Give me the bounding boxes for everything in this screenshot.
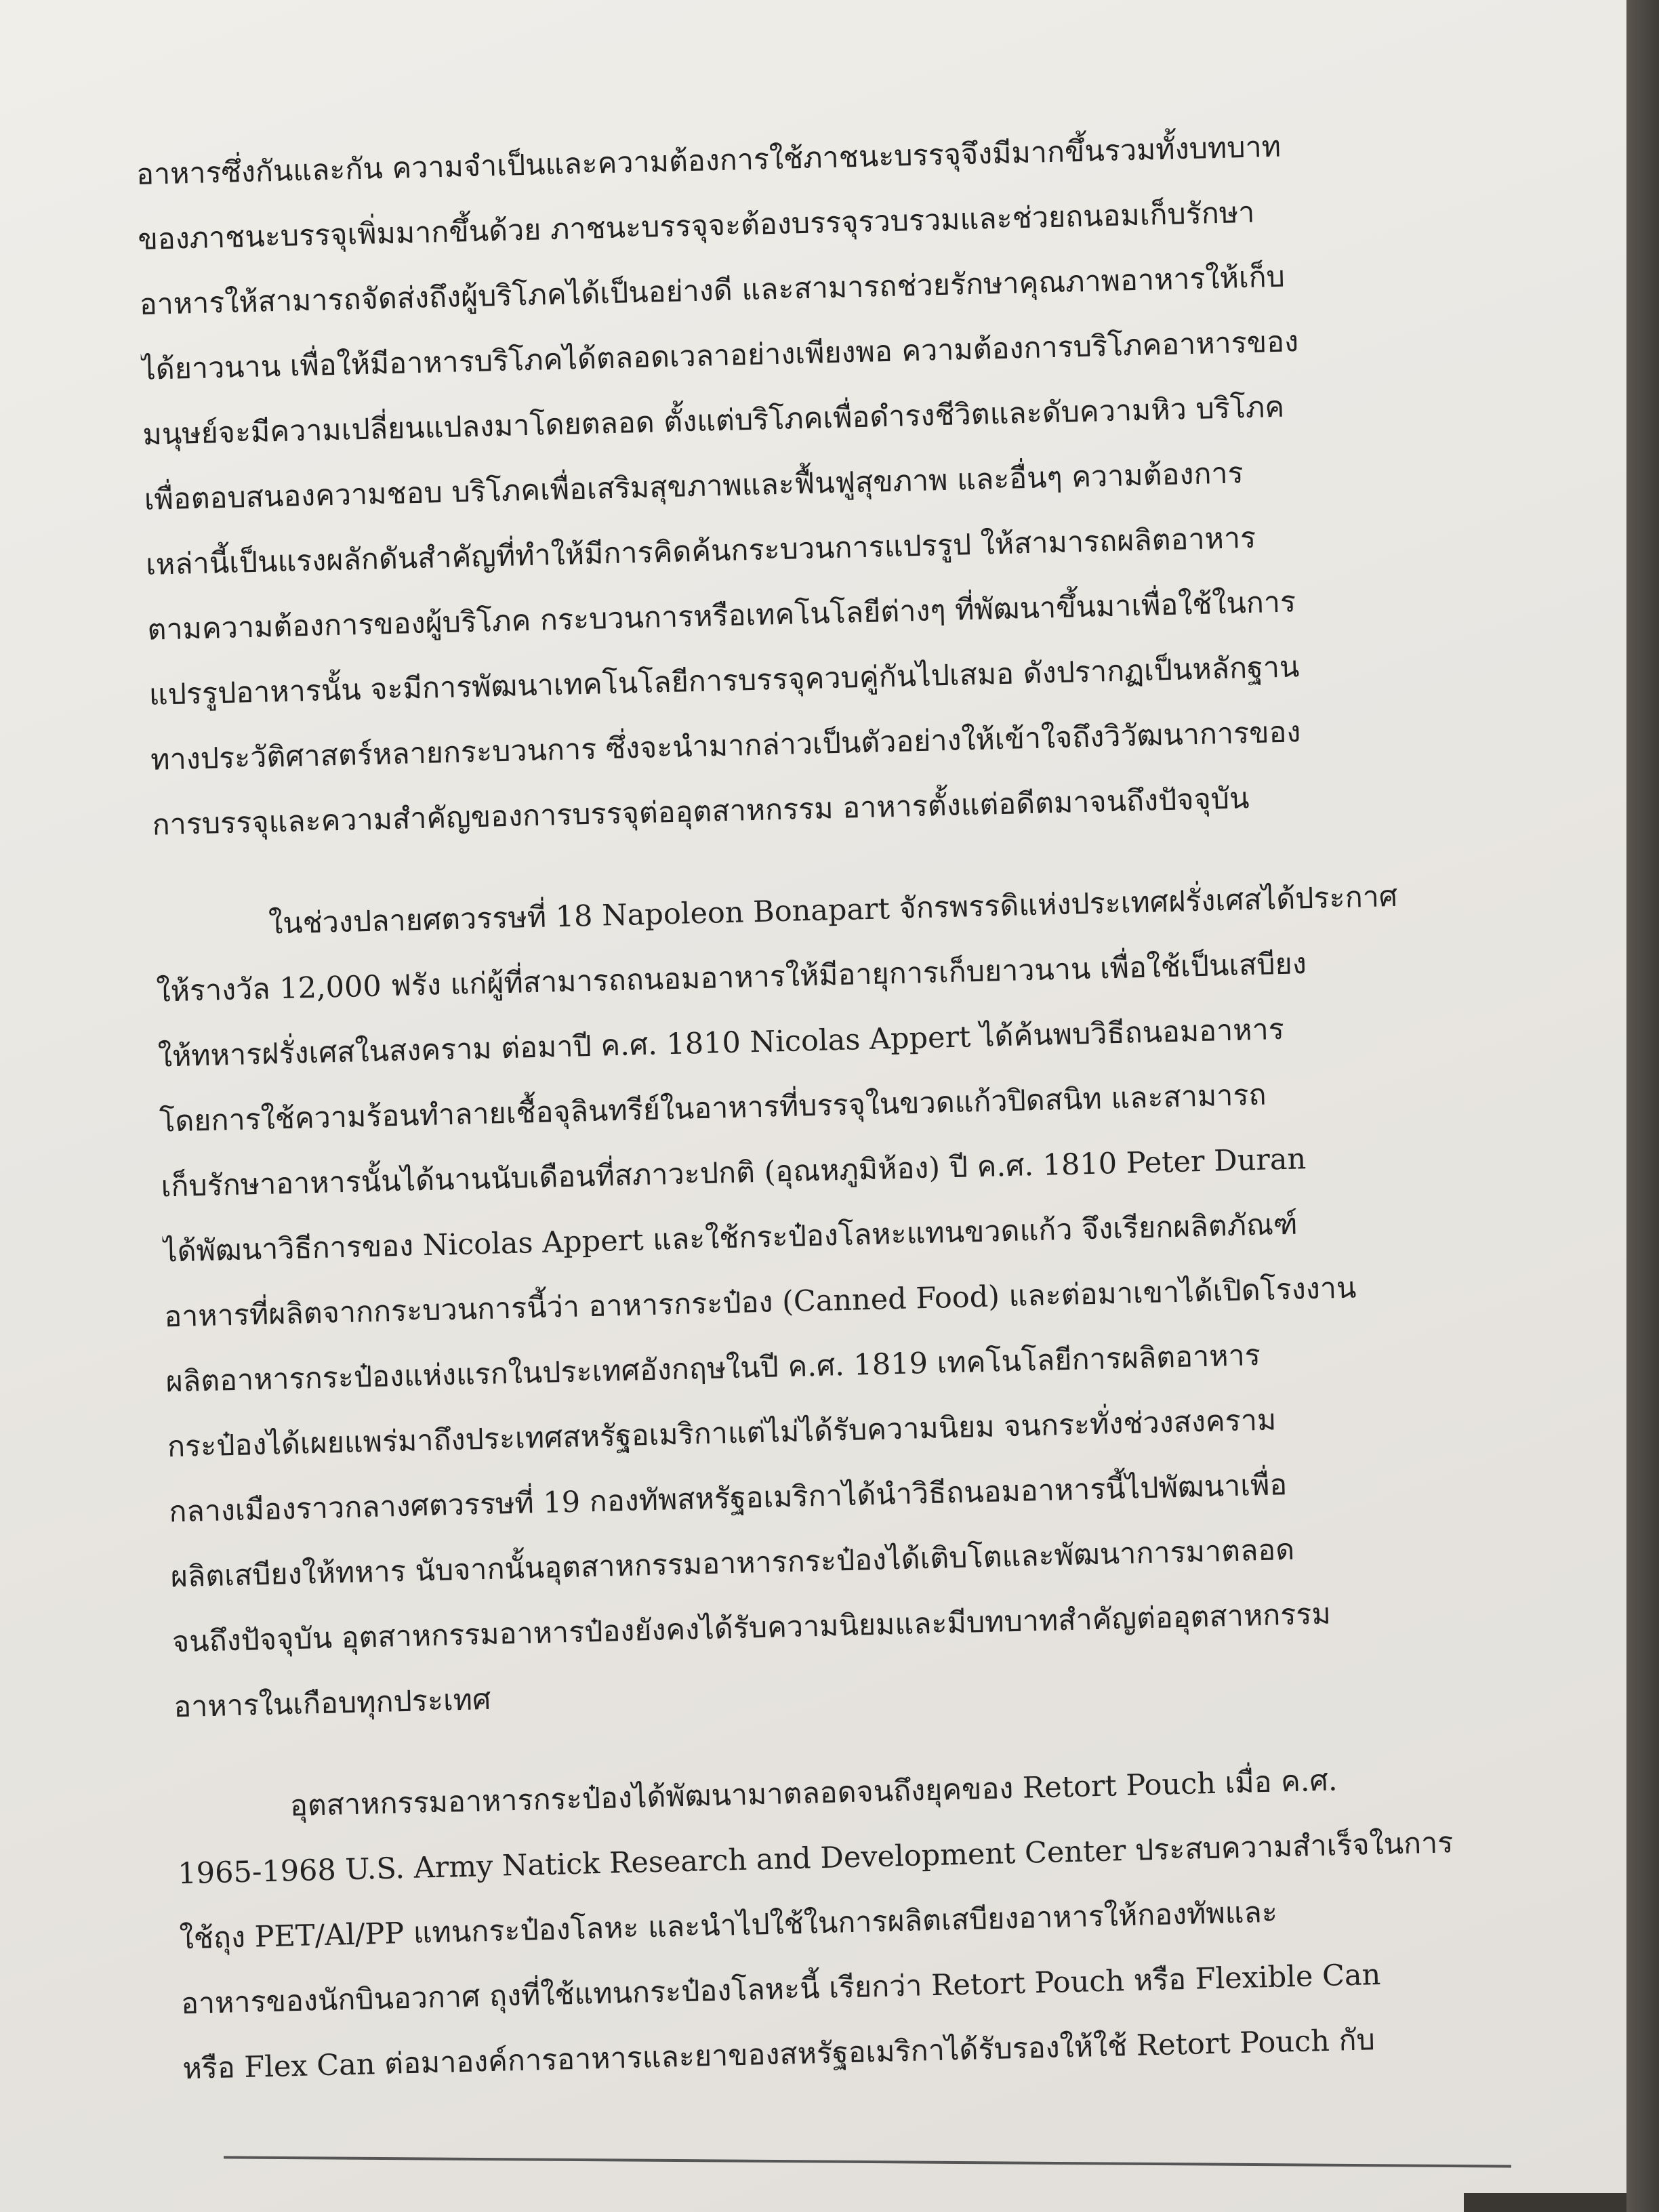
corner-shadow (1464, 2193, 1626, 2212)
text-line: ผลิตอาหารกระป๋องแห่งแรกในประเทศอังกฤษในปี ค.ศ. 1819 เทคโนโลยีการผลิตอาหาร (165, 1338, 1261, 1399)
paragraph-3 (176, 1743, 1552, 2102)
text-line: ได้ยาวนาน เพื่อให้มีอาหารบริโภคได้ตลอดเวลาอย่างเพียงพอ ความต้องการบริโภคอาหารของ (140, 325, 1299, 387)
text-line: จนถึงปัจจุบัน อุตสาหกรรมอาหารป๋องยังคงได้รับความนิยมและมีบทบาทสำคัญต่ออุตสาหกรรม (171, 1597, 1332, 1660)
text-line: ทางประวัติศาสตร์หลายกระบวนการ ซึ่งจะนำมากล่าวเป็นตัวอย่างให้เข้าใจถึงวิวัฒนาการของ (150, 715, 1301, 777)
paragraph-2 (154, 861, 1543, 1740)
text-line: ใช้ถุง PET/Al/PP แทนกระป๋องโลหะ และนำไปใช้ในการผลิตเสบียงอาหารให้กองทัพและ (179, 1895, 1278, 1957)
text-line: ผลิตเสบียงให้ทหาร นับจากนั้นอุตสาหกรรมอาหารกระป๋องได้เติบโตและพัฒนาการมาตลอด (170, 1532, 1295, 1595)
text-line: อาหารซึ่งกันและกัน ความจำเป็นและความต้องการใช้ภาชนะบรรจุจึงมีมากขึ้นรวมทั้งบทบาท (136, 129, 1282, 192)
text-line: แปรรูปอาหารนั้น จะมีการพัฒนาเทคโนโลยีการบรรจุควบคู่กันไปเสมอ ดังปรากฏเป็นหลักฐาน (148, 650, 1300, 712)
text-line: การบรรจุและความสำคัญของการบรรจุต่ออุตสาหกรรม อาหารตั้งแต่อดีตมาจนถึงปัจจุบัน (152, 781, 1250, 842)
text-line: อาหารให้สามารถจัดส่งถึงผู้บริโภคได้เป็นอย่างดี และสามารถช่วยรักษาคุณภาพอาหารให้เก็บ (139, 260, 1286, 322)
text-line: หรือ Flex Can ต่อมาองค์การอาหารและยาของสหรัฐอเมริกาได้รับรองให้ใช้ Retort Pouch กับ (182, 2023, 1376, 2087)
paragraph-1 (136, 109, 1521, 858)
text-line: กลางเมืองราวกลางศตวรรษที่ 19 กองทัพสหรัฐอเมริกาได้นำวิธีถนอมอาหารนี้ไปพัฒนาเพื่อ (168, 1468, 1288, 1530)
text-line: เก็บรักษาอาหารนั้นได้นานนับเดือนที่สภาวะปกติ (อุณหภูมิห้อง) ปี ค.ศ. 1810 Peter Duran (161, 1142, 1307, 1204)
text-line: อุตสาหกรรมอาหารกระป๋องได้พัฒนามาตลอดจนถึงยุคของ Retort Pouch เมื่อ ค.ศ. (289, 1763, 1338, 1824)
text-line: มนุษย์จะมีความเปลี่ยนแปลงมาโดยตลอด ตั้งแต่บริโภคเพื่อดำรงชีวิตและดับความหิว บริโภค (142, 390, 1285, 452)
footer-rule (224, 2156, 1511, 2167)
text-line: อาหารในเกือบทุกประเทศ (173, 1682, 491, 1725)
text-line: 1965-1968 U.S. Army Natick Research and Development Center ประสบความสำเร็จในการ (177, 1826, 1454, 1891)
text-line: เพื่อตอบสนองความชอบ บริโภคเพื่อเสริมสุขภาพและฟื้นฟูสุขภาพ และอื่นๆ ความต้องการ (144, 456, 1244, 517)
text-line: ของภาชนะบรรจุเพิ่มมากขึ้นด้วย ภาชนะบรรจุจะต้องบรรจุรวบรวมและช่วยถนอมเก็บรักษา (137, 195, 1255, 257)
text-line: เหล่านี้เป็นแรงผลักดันสำคัญที่ทำให้มีการคิดค้นกระบวนการแปรรูป ให้สามารถผลิตอาหาร (145, 520, 1256, 582)
text-line: โดยการใช้ความร้อนทำลายเชื้อจุลินทรีย์ในอาหารที่บรรจุในขวดแก้วปิดสนิท และสามารถ (159, 1078, 1267, 1139)
text-line: ตามความต้องการของผู้บริโภค กระบวนการหรือเทคโนโลยีต่างๆ ที่พัฒนาขึ้นมาเพื่อใช้ในการ (146, 585, 1296, 647)
text-line: กระป๋องได้เผยแพร่มาถึงประเทศสหรัฐอเมริกาแต่ไม่ได้รับความนิยม จนกระทั่งช่วงสงคราม (167, 1403, 1277, 1465)
text-line: ให้ทหารฝรั่งเศสในสงคราม ต่อมาปี ค.ศ. 1810 Nicolas Appert ได้ค้นพบวิธีถนอมอาหาร (157, 1012, 1285, 1074)
text-line: ได้พัฒนาวิธีการของ Nicolas Appert และใช้กระป๋องโลหะแทนขวดแก้ว จึงเรียกผลิตภัณฑ์ (162, 1207, 1298, 1269)
page-edge (1626, 0, 1659, 2212)
text-line: ในช่วงปลายศตวรรษที่ 18 Napoleon Bonapart จักรพรรดิแห่งประเทศฝรั่งเศสได้ประกาศ (268, 879, 1398, 941)
text-line: ให้รางวัล 12,000 ฟรัง แก่ผู้ที่สามารถถนอมอาหารให้มีอายุการเก็บยาวนาน เพื่อใช้เป็นเสบียง (156, 947, 1307, 1009)
body-text (136, 109, 1552, 2102)
text-line: อาหารที่ผลิตจากกระบวนการนี้ว่า อาหารกระป๋อง (Canned Food) และต่อมาเขาได้เปิดโรงงาน (163, 1271, 1357, 1334)
text-line: อาหารของนักบินอวกาศ ถุงที่ใช้แทนกระป๋องโลหะนี้ เรียกว่า Retort Pouch หรือ Flexible Can (180, 1957, 1381, 2022)
